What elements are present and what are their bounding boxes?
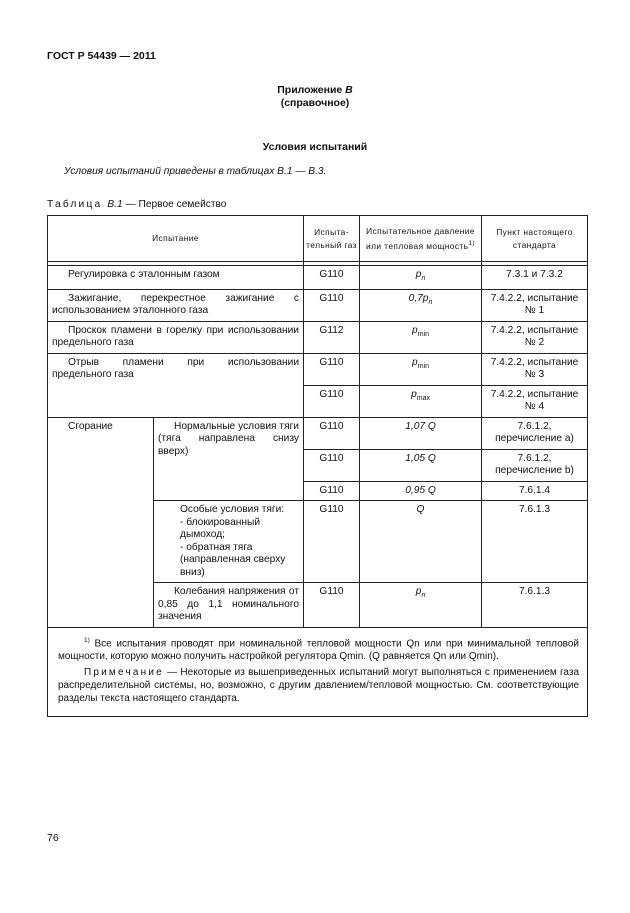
table-row [48, 353, 588, 385]
table-caption [47, 199, 226, 210]
appendix-prefix: Приложение [277, 84, 346, 96]
table-row [48, 266, 588, 290]
row-pressure: $p_{min}$ [360, 353, 482, 385]
row-test: Зажигание, перекрестное зажигание с использованием эталонного газа [48, 289, 304, 321]
group-voltage: Колебания напряжения от 0,85 до 1,1 номинального значения [154, 583, 304, 628]
row-gas: G110 [304, 481, 360, 501]
row-gas: G110 [304, 353, 360, 385]
row-gas: G110 [304, 417, 360, 449]
appendix-subtitle: (справочное) [280, 97, 350, 109]
row-pressure: $p_{min}$ [360, 321, 482, 353]
row-clause: 7.6.1.3 [482, 501, 588, 583]
row-clause: 7.3.1 и 7.3.2 [482, 266, 588, 290]
section-title: Условия испытаний [262, 141, 368, 153]
header-clause: Пункт настоящего стандарта [482, 216, 588, 262]
row-clause: 7.4.2.2, испытание № 2 [482, 321, 588, 353]
intro-text: Условия испытаний приведены в таблицах В.1 — В.3. [64, 166, 327, 177]
row-gas: G110 [304, 289, 360, 321]
combustion-label: Сгорание [48, 417, 154, 627]
row-clause: 7.4.2.2, испытание № 1 [482, 289, 588, 321]
page-number: 76 [47, 832, 59, 844]
row-clause: 7.6.1.3 [482, 583, 588, 628]
row-test: Проскок пламени в горелку при использовании предельного газа [48, 321, 304, 353]
document-header: ГОСТ Р 54439 — 2011 [47, 50, 156, 62]
table-row [48, 289, 588, 321]
footnote: $^{1)}$ Все испытания проводят при номинальной тепловой мощности Qn или при минимальной тепловой мощности, которую можно получить настройкой регулятора Qmin. (Q равняется Qn или Qmin). [58, 636, 580, 662]
row-pressure: 1,05 Q [360, 449, 482, 481]
row-gas: G110 [304, 449, 360, 481]
row-gas: G110 [304, 385, 360, 417]
appendix-letter: В [345, 84, 353, 96]
group-special-draft: Особые условия тяги: - блокированный дымоход; - обратная тяга (направленная сверху вниз) [154, 501, 304, 583]
row-clause: 7.4.2.2, испытание № 4 [482, 385, 588, 417]
table-header-row [48, 216, 588, 262]
row-pressure: Q [360, 501, 482, 583]
header-gas: Испыта-тельный газ [304, 216, 360, 262]
row-test: Отрыв пламени при использовании предельного газа [48, 353, 304, 417]
group-normal-draft: Нормальные условия тяги (тяга направлена снизу вверх) [154, 417, 304, 501]
row-gas: G110 [304, 501, 360, 583]
table-row [48, 417, 588, 449]
row-pressure: $p_{max}$ [360, 385, 482, 417]
note: Примечание — Некоторые из вышеприведенных испытаний могут выполняться с применением газа распределительной системы, но, возможно, с другим давлением/тепловой мощностью. См. соответствующие разделы текста настоящего стандарта. [58, 666, 580, 704]
caption-word: Таблица [47, 199, 108, 210]
caption-rest: — Первое семейство [122, 199, 227, 210]
row-pressure: $p_n$ [360, 266, 482, 290]
row-clause: 7.4.2.2, испытание № 3 [482, 353, 588, 385]
row-clause: 7.6.1.4 [482, 481, 588, 501]
row-clause: 7.6.1.2, перечисление а) [482, 417, 588, 449]
header-test: Испытание [48, 216, 304, 262]
row-pressure: $p_n$ [360, 583, 482, 628]
row-gas: G110 [304, 266, 360, 290]
header-pressure: Испытательное давление или тепловая мощность$^{1)}$ [360, 216, 482, 262]
caption-number: В.1 [107, 199, 123, 210]
row-gas: G112 [304, 321, 360, 353]
row-clause: 7.6.1.2, перечисление b) [482, 449, 588, 481]
appendix-heading [0, 84, 630, 110]
row-pressure: $0,7p_n$ [360, 289, 482, 321]
test-conditions-table [47, 215, 588, 717]
table-row [48, 321, 588, 353]
row-pressure: 0,95 Q [360, 481, 482, 501]
table-footer [48, 627, 588, 716]
row-test: Регулировка с эталонным газом [48, 266, 304, 290]
row-gas: G110 [304, 583, 360, 628]
row-pressure: 1,07 Q [360, 417, 482, 449]
